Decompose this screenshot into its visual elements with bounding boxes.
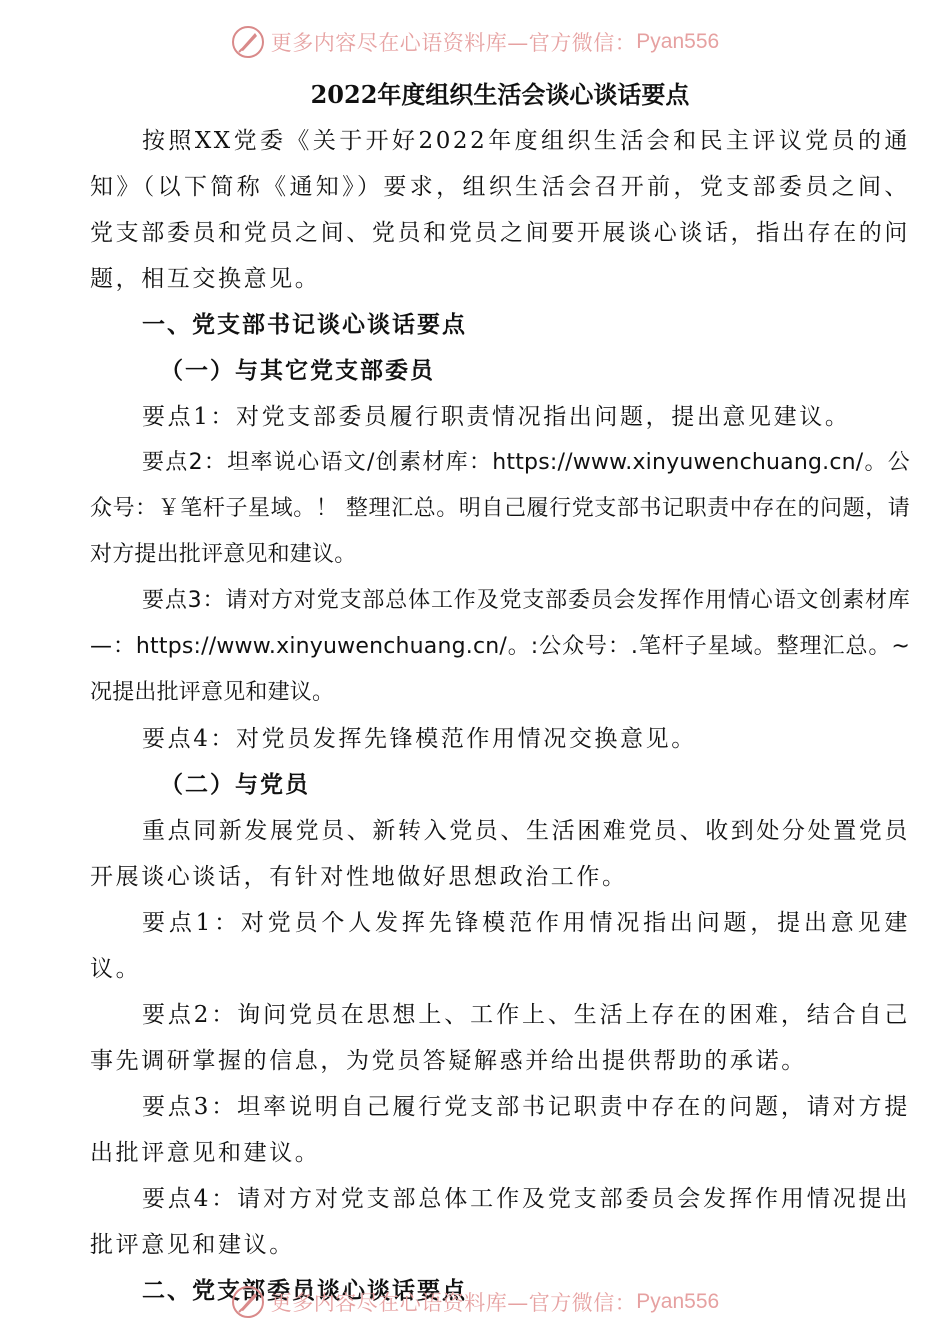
quill-logo-icon (231, 1285, 265, 1319)
section1-sub2-heading: （二）与党员 (160, 771, 310, 798)
footer-watermark-banner (0, 1282, 950, 1322)
sub2-intro: 重点同新发展党员、新转入党员、生活困难党员、收到处分处置党员开展谈心谈话，有针对性地做好思想政治工作。 (90, 818, 910, 890)
sub1-point-3: 要点3：请对方对党支部总体工作及党支部委员会发挥作用情心语文创素材库—：https://www.xinyuwenchuang.cn/。:公众号：.笔杆子星域。整理汇总。~况提出批评意见和建议。 (90, 588, 910, 705)
banner-text: 更多内容尽在心语资料库—官方微信： (270, 1291, 637, 1315)
section2-heading: 二、党支部委员谈心谈话要点 (142, 1277, 467, 1304)
intro-paragraph: 按照XX党委《关于开好2022年度组织生活会和民主评议党员的通知》（以下简称《通知》）要求，组织生活会召开前，党支部委员之间、党支部委员和党员之间、党员和党员之间要开展谈心谈话，指出存在的问题，相互交换意见。 (90, 128, 910, 292)
banner-text: 更多内容尽在心语资料库—官方微信： (270, 31, 637, 55)
sub2-point-4: 要点4：请对方对党支部总体工作及党支部委员会发挥作用情况提出批评意见和建议。 (90, 1186, 910, 1258)
header-watermark-banner (0, 22, 950, 62)
sub1-point-2: 要点2：坦率说心语文/创素材库：https://www.xinyuwenchuang.cn/。公众号：￥笔杆子星域。！ 整理汇总。明自己履行党支部书记职责中存在的问题，请对方提出批评意见和建议。 (90, 450, 910, 567)
banner-wechat-id: Pyan556 (636, 1290, 720, 1313)
sub1-point-4: 要点4：对党员发挥先锋模范作用情况交换意见。 (142, 726, 697, 752)
document-body (90, 76, 910, 1314)
sub2-point-1: 要点1：对党员个人发挥先锋模范作用情况指出问题，提出意见建议。 (90, 910, 910, 982)
quill-logo-icon (231, 25, 265, 59)
sub2-point-2: 要点2：询问党员在思想上、工作上、生活上存在的困难，结合自己事先调研掌握的信息，为党员答疑解惑并给出提供帮助的承诺。 (90, 1002, 910, 1074)
section1-heading: 一、党支部书记谈心谈话要点 (142, 311, 467, 338)
sub2-point-3: 要点3：坦率说明自己履行党支部书记职责中存在的问题，请对方提出批评意见和建议。 (90, 1094, 910, 1166)
section1-sub1-heading: （一）与其它党支部委员 (160, 357, 435, 384)
sub1-point-1: 要点1：对党支部委员履行职责情况指出问题，提出意见建议。 (142, 404, 851, 430)
document-title: 2022年度组织生活会谈心谈话要点 (310, 80, 690, 109)
banner-wechat-id: Pyan556 (636, 30, 720, 53)
